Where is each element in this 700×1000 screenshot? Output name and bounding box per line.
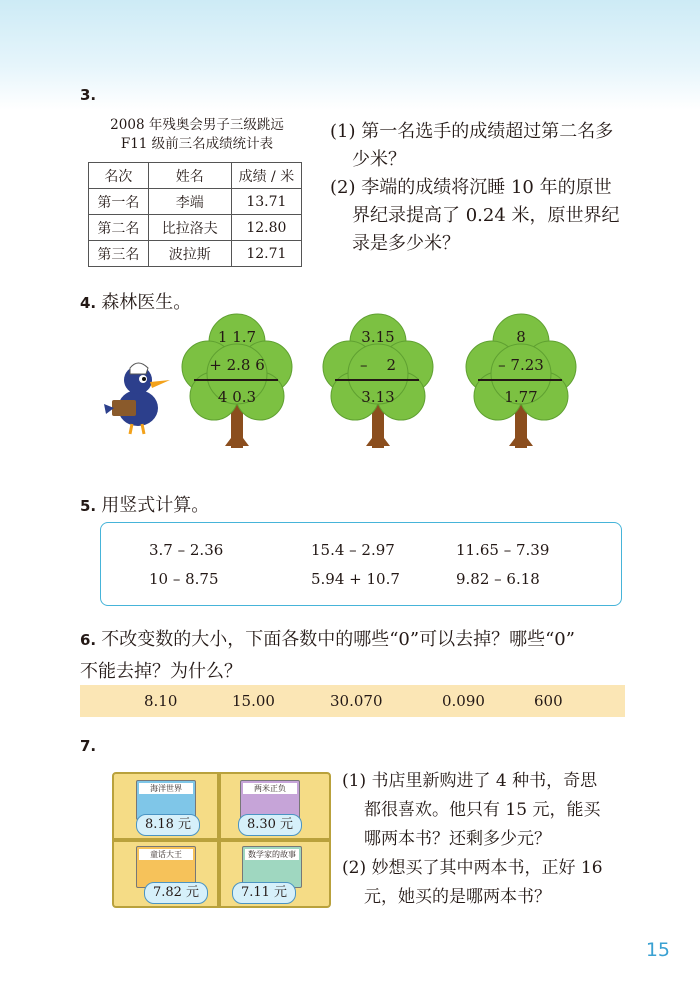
table-cell: 第一名 bbox=[89, 189, 149, 215]
calc-item: 5.94 + 10.7 bbox=[311, 570, 400, 588]
table-header-cell: 姓名 bbox=[148, 163, 231, 189]
q6-number-item: 0.090 bbox=[442, 692, 485, 710]
q7-subquestions bbox=[342, 767, 603, 912]
q3-sub2-line3: 录是多少米？ bbox=[352, 233, 460, 254]
q3-sub2-line2: 界纪录提高了 0.24 米，原世界纪 bbox=[352, 205, 620, 226]
book-price-tag: 8.18 元 bbox=[136, 814, 200, 836]
table-cell: 波拉斯 bbox=[148, 241, 231, 267]
q6-number-strip bbox=[80, 685, 625, 717]
q6-text-line1: 不改变数的大小，下面各数中的哪些“0”可以去掉？哪些“0” bbox=[101, 629, 575, 650]
q6-number-item: 15.00 bbox=[232, 692, 275, 710]
q7-sub1-line2: 都很喜欢。他只有 15 元，能买 bbox=[364, 800, 601, 820]
q6-text-line2: 不能去掉？为什么？ bbox=[80, 661, 242, 682]
q4-number: 4. bbox=[80, 294, 97, 312]
tree-3-divider bbox=[478, 379, 562, 381]
table-cell: 13.71 bbox=[231, 189, 301, 215]
tree-3-line2: – 7.23 bbox=[498, 356, 544, 374]
table-cell: 第二名 bbox=[89, 215, 149, 241]
calc-item: 9.82 – 6.18 bbox=[456, 570, 540, 588]
book-title: 两米正负 bbox=[243, 783, 297, 794]
table-header-row bbox=[89, 163, 302, 189]
q5-number: 5. bbox=[80, 497, 97, 515]
tree-2-line1: 3.15 bbox=[361, 328, 395, 346]
header-band bbox=[0, 0, 700, 110]
q7-sub1-line3: 哪两本书？还剩多少元？ bbox=[364, 829, 551, 849]
table-row bbox=[89, 189, 302, 215]
q7-number: 7. bbox=[80, 737, 97, 755]
table-cell: 12.80 bbox=[231, 215, 301, 241]
tree-2-result: 3.13 bbox=[361, 388, 395, 406]
table-cell: 12.71 bbox=[231, 241, 301, 267]
tree-1-result: 4 0.3 bbox=[217, 388, 257, 406]
calc-item: 10 – 8.75 bbox=[149, 570, 219, 588]
book-title: 数学家的故事 bbox=[245, 849, 299, 860]
calc-item: 3.7 – 2.36 bbox=[149, 541, 224, 559]
tree-2 bbox=[313, 312, 443, 452]
tree-3-line1: 8 bbox=[516, 328, 526, 346]
table-header-cell: 成绩 / 米 bbox=[231, 163, 301, 189]
q7-sub1-line1: (1) 书店里新购进了 4 种书，奇思 bbox=[342, 771, 598, 791]
tree-2-divider bbox=[335, 379, 419, 381]
table-cell: 李端 bbox=[148, 189, 231, 215]
woodpecker-doctor-illustration bbox=[100, 358, 172, 436]
book-price-tag: 7.11 元 bbox=[232, 882, 296, 904]
q4-heading bbox=[80, 288, 191, 314]
q6-prompt bbox=[80, 624, 640, 687]
table-cell: 第三名 bbox=[89, 241, 149, 267]
q3-sub2-line1: (2) 李端的成绩将沉睡 10 年的原世 bbox=[330, 177, 612, 198]
q6-number-item: 600 bbox=[534, 692, 563, 710]
q3-table-title-line1: 2008 年残奥会男子三级跳远 bbox=[110, 117, 284, 133]
q5-calculation-box bbox=[100, 522, 622, 606]
q3-sub1-line1: (1) 第一名选手的成绩超过第二名多 bbox=[330, 121, 614, 142]
tree-2-line2: – 2 bbox=[359, 356, 397, 374]
table-row bbox=[89, 215, 302, 241]
table-row bbox=[89, 241, 302, 267]
q7-sub2-line1: (2) 妙想买了其中两本书，正好 16 bbox=[342, 858, 603, 878]
q3-table-title bbox=[88, 116, 306, 154]
tree-1-divider bbox=[194, 379, 278, 381]
q6-number-item: 8.10 bbox=[144, 692, 178, 710]
q6-number-item: 30.070 bbox=[330, 692, 383, 710]
q3-results-table bbox=[88, 162, 302, 267]
tree-1-line1: 1 1.7 bbox=[217, 328, 257, 346]
tree-3 bbox=[456, 312, 586, 452]
q5-title: 用竖式计算。 bbox=[101, 495, 210, 516]
q7-sub2-line2: 元，她买的是哪两本书？ bbox=[364, 887, 551, 907]
q3-table-title-line2: F11 级前三名成绩统计表 bbox=[120, 136, 274, 152]
q5-heading bbox=[80, 491, 209, 517]
tree-1-line2: + 2.8 6 bbox=[209, 356, 265, 374]
book-title: 海洋世界 bbox=[139, 783, 193, 794]
calc-item: 15.4 – 2.97 bbox=[311, 541, 395, 559]
q4-title: 森林医生。 bbox=[101, 292, 192, 313]
book-price-tag: 8.30 元 bbox=[238, 814, 302, 836]
bookshelf-illustration bbox=[112, 772, 331, 908]
shelf-board bbox=[114, 838, 329, 842]
table-cell: 比拉洛夫 bbox=[148, 215, 231, 241]
book-title: 童话大王 bbox=[139, 849, 193, 860]
book-price-tag: 7.82 元 bbox=[144, 882, 208, 904]
q6-line1 bbox=[80, 624, 640, 656]
calc-item: 11.65 – 7.39 bbox=[456, 541, 550, 559]
page-number: 15 bbox=[645, 939, 670, 961]
table-header-cell: 名次 bbox=[89, 163, 149, 189]
q3-number: 3. bbox=[80, 86, 97, 104]
tree-3-result: 1.77 bbox=[504, 388, 538, 406]
tree-1 bbox=[172, 312, 302, 452]
q3-sub1-line2: 少米？ bbox=[352, 149, 406, 170]
q3-subquestions bbox=[330, 118, 620, 258]
q6-number: 6. bbox=[80, 631, 97, 649]
